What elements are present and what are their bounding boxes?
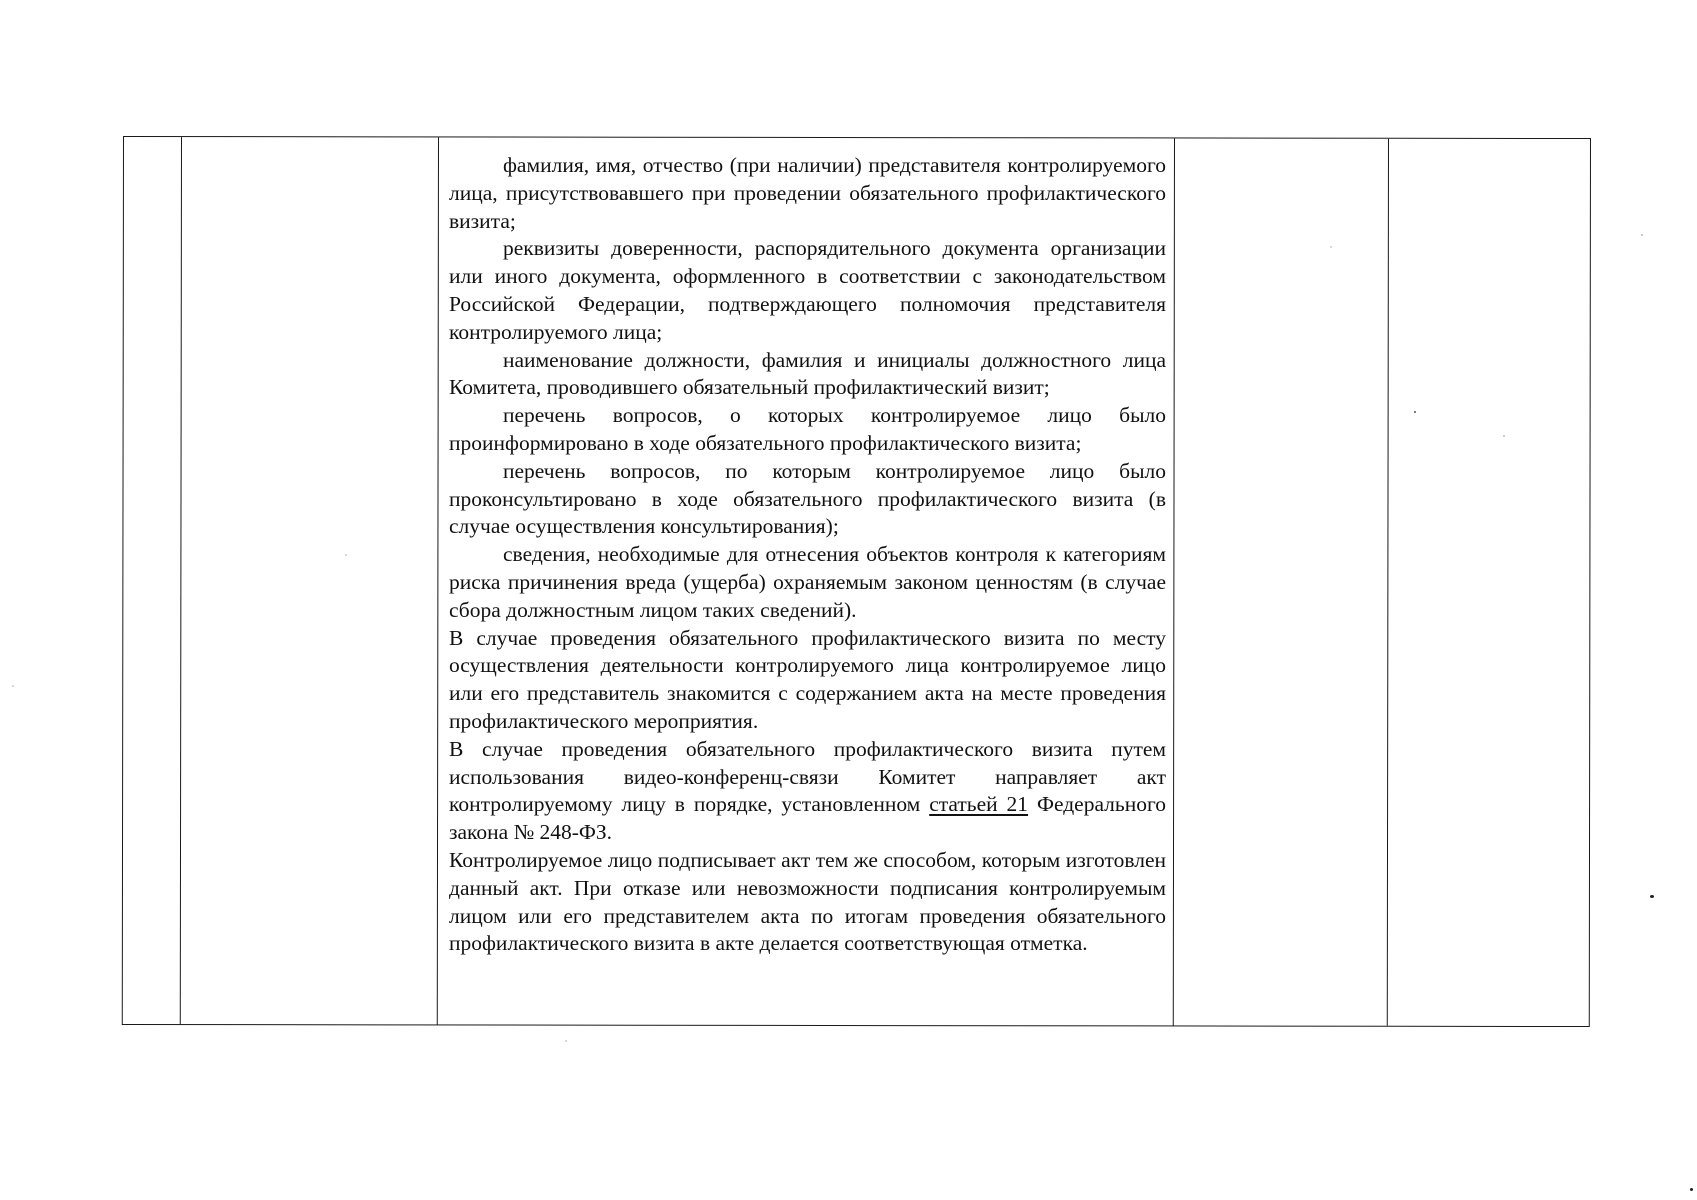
table-text-cell (449, 152, 1166, 958)
video-paragraph-tail: Федерального закона № 248-ФЗ. (449, 792, 1167, 845)
law-article-link[interactable]: статьей 21 (929, 792, 1029, 817)
column-divider-2 (437, 137, 439, 1024)
column-divider-3 (1173, 138, 1175, 1025)
scan-speck (1650, 895, 1654, 898)
column-divider-1 (180, 137, 182, 1024)
scan-speck (12, 685, 14, 687)
scan-speck (1414, 411, 1416, 413)
scan-speck (1690, 1188, 1693, 1191)
list-item: перечень вопросов, о которых контролируемое лицо было проинформировано в ходе обязательного профилактического визита; (449, 403, 1166, 455)
scan-speck (345, 554, 347, 556)
scan-speck (565, 1040, 567, 1042)
list-item: сведения, необходимые для отнесения объектов контроля к категориям риска причинения вреда (ущерба) охраняемым законом ценностям (в случае сбора должностным лицом таких сведений). (449, 542, 1166, 622)
list-item: реквизиты доверенности, распорядительного документа организации или иного документа, оформленного в соответствии с законодательством Российской Федерации, подтверждающего полномочия представителя контролируемого лица; (449, 236, 1166, 344)
list-item: наименование должности, фамилия и инициалы должностного лица Комитета, проводившего обязательный профилактический визит; (449, 347, 1166, 400)
list-item: перечень вопросов, по которым контролируемое лицо было проконсультировано в ходе обязательного профилактического визита (в случае осуществления консультирования); (449, 458, 1166, 539)
scan-speck (1330, 246, 1332, 248)
paragraph-video-visit (449, 736, 1166, 847)
list-item: фамилия, имя, отчество (при наличии) представителя контролируемого лица, присутствовавшего при проведении обязательного профилактического визита; (449, 153, 1166, 233)
scan-speck (1503, 435, 1505, 437)
scan-speck (1641, 234, 1643, 236)
paragraph-signing: Контролируемое лицо подписывает акт тем же способом, которым изготовлен данный акт. При отказе или невозможности подписания контролируемым лицом или его представителем акта по итогам проведения обязательного профилактического визита в акте делается соответствующая отметка. (449, 847, 1166, 956)
video-paragraph-text: В случае проведения обязательного профилактического визита путем использования видео-конференц-связи Комитет направляет акт контролируемому лицу в порядке, установленном (449, 736, 1166, 817)
paragraph-onsite-visit: В случае проведения обязательного профилактического визита по месту осуществления деятельности контролируемого лица контролируемое лицо или его представитель знакомится с содержанием акта на месте проведения профилактического мероприятия. (449, 625, 1166, 733)
column-divider-4 (1387, 139, 1389, 1026)
